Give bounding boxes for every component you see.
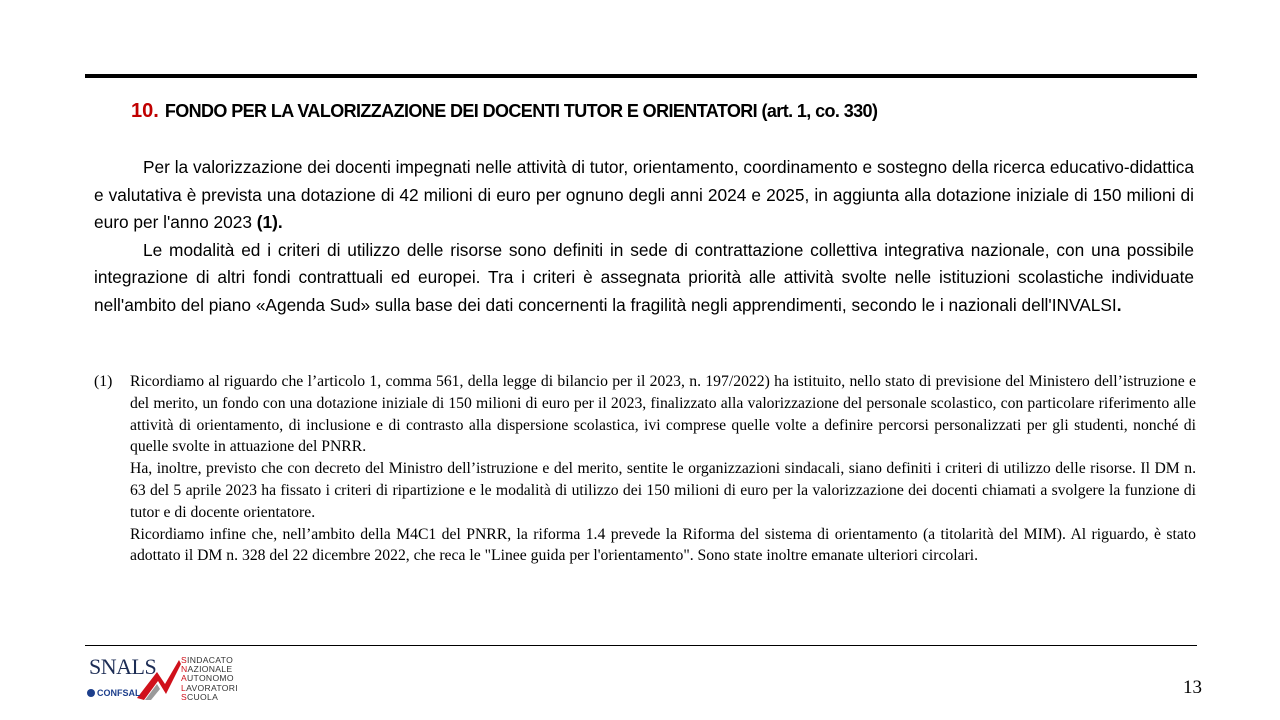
confsal-mark (87, 688, 141, 698)
paragraph-2-end: . (1116, 294, 1122, 315)
footnote-reference: (1). (256, 212, 283, 232)
page-number: 13 (1183, 677, 1202, 698)
section-number: 10. (131, 100, 159, 122)
paragraph-2-text: Le modalità ed i criteri di utilizzo delle risorse sono definiti in sede di contrattazione collettiva integrativa nazionale, con una possibile integrazione di altri fondi contrattuali ed europei. Tra i criteri è assegnata priorità alle attività svolte nelle istituzioni scolastiche individuate nell'ambito del piano «Agenda Sud» sulla base dei dati concernenti la fragilità negli apprendimenti, secondo le i nazionali dell'INVALSI (94, 239, 1194, 315)
acronym-line: NAZIONALE (181, 664, 233, 675)
acronym-line: SCUOLA (181, 691, 219, 702)
top-divider (85, 74, 1197, 78)
acronym-line: LAVORATORI (181, 682, 238, 693)
section-heading (131, 100, 1131, 123)
footnote-label: (1) (94, 373, 113, 390)
paragraph-1 (94, 154, 1194, 237)
footnote-paragraph-3: Ricordiamo infine che, nell’ambito della M4C1 del PNRR, la riforma 1.4 prevede la Riforma del sistema di orientamento (a titolarità del MIM). Al riguardo, è stato adottato il DM n. 328 del 22 dicembre 2022, che reca le "Linee guida per l'orientamento". Sono state inoltre emanate ulteriori circolari. (130, 525, 1196, 565)
body-text (94, 154, 1194, 319)
confsal-icon (87, 689, 95, 697)
footnote-paragraph-2: Ha, inoltre, previsto che con decreto del Ministro dell’istruzione e del merito, sentite le organizzazioni sindacali, siano definiti i criteri di utilizzo delle risorse. Il DM n. 63 del 5 aprile 2023 ha fissato i criteri di ripartizione e le modalità di utilizzo dei 150 milioni di euro per la valorizzazione dei docenti chiamati a svolgere la funzione di tutor e di docente orientatore. (130, 460, 1196, 521)
snals-swoosh-icon (135, 654, 183, 702)
acronym-line: AUTONOMO (181, 673, 234, 684)
logo-acronym (181, 656, 238, 702)
acronym-line: SINDACATO (181, 655, 234, 665)
paragraph-2 (94, 237, 1194, 320)
paragraph-1-text: Per la valorizzazione dei docenti impegnati nelle attività di tutor, orientamento, coordinamento e sostegno della ricerca educativo-didattica e valutativa è prevista una dotazione di 42 milioni di euro per ognuno degli anni 2024 e 2025, in aggiunta alla dotazione iniziale di 150 milioni di euro per l'anno 2023 (94, 157, 1194, 232)
snals-wordmark: SNALS (89, 654, 157, 679)
footnote-text (130, 371, 1196, 567)
confsal-text: CONFSAL (97, 688, 141, 698)
footnote (94, 371, 1196, 567)
snals-logo (85, 654, 245, 704)
footnote-paragraph-1: Ricordiamo al riguardo che l’articolo 1, comma 561, della legge di bilancio per il 2023, n. 197/2022) ha istituito, nello stato di previsione del Ministero dell’istruzione e del merito, un fondo con una dotazione iniziale di 150 milioni di euro per il 2023, finalizzato alla valorizzazione del personale scolastico, con particolare riferimento alle attività di orientamento, di inclusione e di contrasto alla dispersione scolastica, ivi comprese quelle volte a definire percorsi personalizzati per gli studenti, nonché di quelle svolte in attuazione del PNRR. (130, 373, 1196, 456)
section-title: FONDO PER LA VALORIZZAZIONE DEI DOCENTI TUTOR E ORIENTATORI (art. 1, co. 330) (164, 101, 878, 121)
bottom-divider (85, 645, 1197, 646)
